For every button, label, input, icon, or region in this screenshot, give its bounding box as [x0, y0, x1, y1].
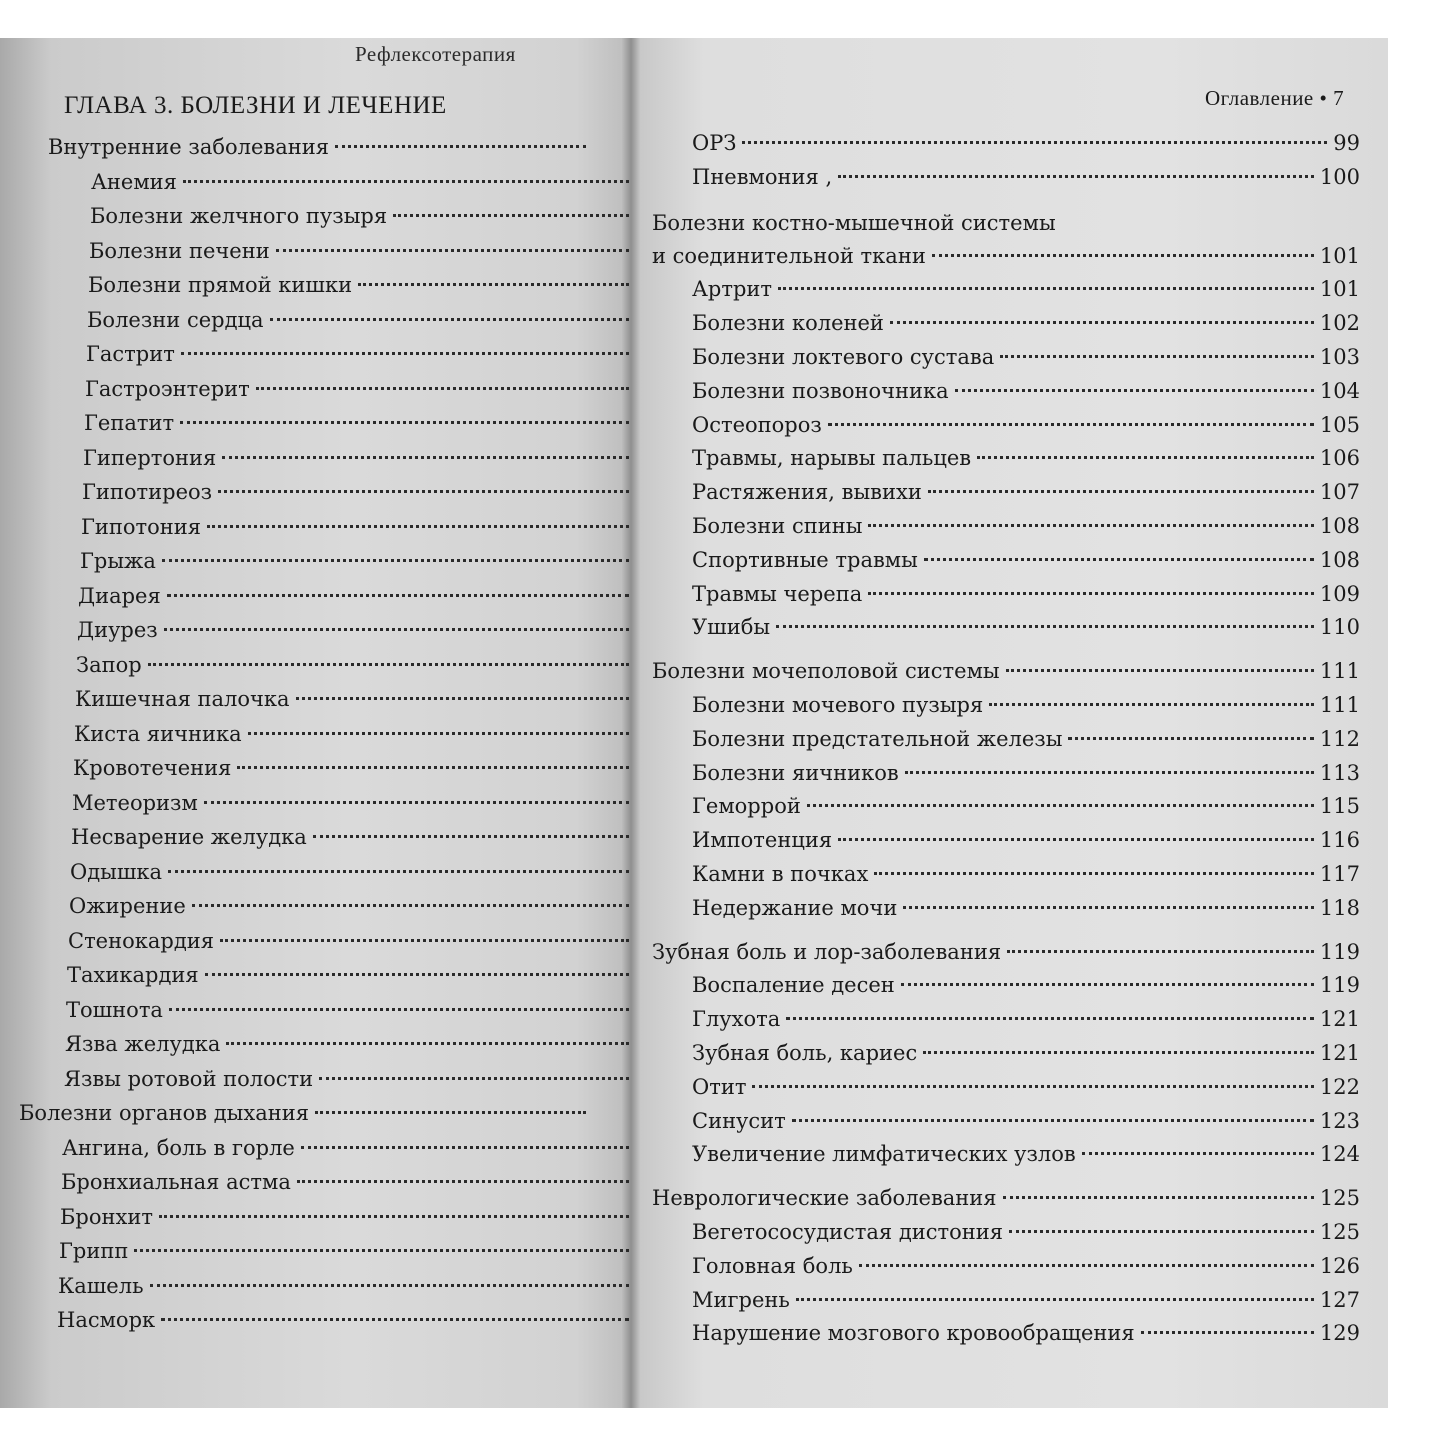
- toc-entry: [692, 579, 1360, 609]
- toc-entry: [88, 270, 635, 300]
- toc-entry-label: Гепатит: [84, 411, 175, 435]
- toc-entry-label: Киста яичника: [74, 721, 242, 746]
- toc-entry: [692, 1139, 1360, 1169]
- dot-leader: [335, 145, 586, 148]
- toc-page-number: 109: [1319, 581, 1360, 606]
- dot-leader: [248, 732, 629, 735]
- dot-leader: [296, 697, 629, 700]
- toc-entry-label: Грипп: [59, 1239, 129, 1263]
- toc-entry: [692, 1285, 1360, 1315]
- toc-entry: [87, 305, 635, 335]
- toc-entry-label: Тошнота: [66, 997, 163, 1022]
- toc-entry: [59, 1236, 635, 1266]
- toc-entry-label: Ангина, боль в горле: [62, 1135, 295, 1160]
- dot-leader: [1007, 950, 1314, 953]
- dot-leader: [977, 456, 1314, 459]
- toc-entry-label: Головная боль: [692, 1253, 853, 1278]
- dot-leader: [776, 625, 1314, 628]
- toc-entry: [75, 684, 635, 714]
- dot-leader: [859, 1264, 1314, 1267]
- dot-leader: [807, 804, 1314, 807]
- dot-leader: [358, 283, 629, 286]
- dot-leader: [301, 1146, 629, 1149]
- toc-entry: [692, 308, 1360, 338]
- toc-entry-label: Кашель: [58, 1273, 144, 1298]
- toc-entry: [78, 581, 635, 611]
- toc-entry-label: Увеличение лимфатических узлов: [692, 1142, 1076, 1167]
- toc-entry-label: Несварение желудка: [71, 825, 307, 849]
- toc-entry-label: Кровотечения: [73, 756, 232, 780]
- toc-section-heading: [19, 1098, 592, 1128]
- toc-entry-label: Внутренние заболевания: [48, 135, 329, 159]
- toc-page-number: 118: [1319, 895, 1360, 920]
- toc-entry: [76, 650, 635, 680]
- toc-page-number: 119: [1319, 973, 1360, 998]
- dot-leader: [183, 180, 629, 183]
- dot-leader: [297, 1180, 629, 1183]
- toc-entry: [65, 1029, 635, 1059]
- toc-entry-label: Неврологические заболевания: [652, 1186, 997, 1211]
- toc-entry-label: Болезни спины: [692, 514, 863, 538]
- toc-page-number: 117: [1319, 862, 1360, 886]
- dot-leader: [905, 771, 1314, 774]
- toc-entry: [692, 1004, 1360, 1034]
- dot-leader: [169, 1008, 629, 1011]
- toc-entry-label: Анемия: [91, 169, 177, 194]
- dot-leader: [1141, 1331, 1314, 1334]
- toc-entry: [692, 477, 1360, 507]
- toc-entry-label: Травмы, нарывы пальцев: [692, 446, 972, 471]
- toc-entry-label: Кишечная палочка: [75, 687, 290, 711]
- toc-entry: [71, 822, 635, 852]
- toc-entry: [692, 410, 1360, 440]
- toc-entry: [85, 374, 635, 404]
- toc-entry: [67, 960, 635, 990]
- dot-leader: [192, 904, 629, 907]
- toc-entry: [72, 788, 635, 818]
- toc-page-number: 111: [1319, 693, 1360, 717]
- toc-page-number: 116: [1319, 828, 1360, 853]
- toc-entry-label: Глухота: [692, 1007, 781, 1032]
- toc-entry-label: Болезни желчного пузыря: [90, 204, 388, 228]
- dot-leader: [868, 524, 1313, 527]
- toc-entry-label: Одышка: [70, 859, 163, 884]
- toc-section-heading: Болезни костно-мышечной системы: [652, 210, 1056, 235]
- dot-leader: [874, 872, 1314, 875]
- toc-page-number: 125: [1319, 1220, 1360, 1244]
- toc-entry-label: Болезни органов дыхания: [19, 1101, 309, 1125]
- dot-leader: [778, 287, 1314, 290]
- toc-section-heading: [48, 132, 592, 162]
- toc-page-number: 123: [1319, 1108, 1360, 1133]
- toc-page-number: 99: [1333, 131, 1360, 155]
- toc-page-number: 122: [1319, 1074, 1360, 1099]
- dot-leader: [164, 628, 629, 631]
- toc-entry-label: Болезни печени: [89, 238, 270, 263]
- toc-page-number: 107: [1319, 480, 1360, 505]
- toc-page-number: 101: [1319, 277, 1360, 302]
- toc-entry-label: Гипотиреоз: [82, 480, 213, 504]
- chapter-title: ГЛАВА 3. БОЛЕЗНИ И ЛЕЧЕНИЕ: [64, 92, 447, 119]
- dot-leader: [134, 1249, 629, 1252]
- toc-entry-label: Недержание мочи: [692, 895, 898, 920]
- dot-leader: [923, 1051, 1314, 1054]
- toc-entry-label: Болезни локтевого сустава: [692, 345, 995, 369]
- dot-leader: [868, 592, 1314, 595]
- toc-entry-label: Стенокардия: [68, 928, 215, 953]
- dot-leader: [796, 1298, 1314, 1301]
- toc-entry-label: Болезни коленей: [692, 311, 884, 336]
- dot-leader: [903, 906, 1314, 909]
- dot-leader: [168, 870, 629, 873]
- dot-leader: [222, 456, 629, 459]
- toc-entry-label: Болезни яичников: [692, 760, 899, 785]
- dot-leader: [256, 387, 629, 390]
- toc-page-number: 111: [1319, 659, 1360, 684]
- toc-entry-label: Гипотония: [81, 514, 202, 539]
- toc-entry-label: Нарушение мозгового кровообращения: [692, 1321, 1135, 1346]
- toc-entry: [692, 791, 1360, 821]
- toc-entry: [692, 690, 1360, 720]
- toc-entry: [692, 1072, 1360, 1102]
- toc-page-number: 119: [1319, 939, 1360, 964]
- toc-entry-label: Зубная боль, кариес: [692, 1041, 918, 1065]
- toc-entry: [692, 128, 1360, 158]
- toc-entry-label: Воспаление десен: [692, 973, 895, 998]
- toc-entry-label: Травмы черепа: [692, 581, 863, 606]
- dot-leader: [901, 983, 1314, 986]
- dot-leader: [393, 214, 629, 217]
- dot-leader: [319, 1077, 629, 1080]
- toc-entry-label: Гастроэнтерит: [85, 376, 250, 401]
- dot-leader: [928, 490, 1314, 493]
- toc-entry: [692, 443, 1360, 473]
- toc-entry-label: Грыжа: [80, 549, 156, 573]
- toc-entry: [66, 995, 635, 1025]
- toc-entry-label: Болезни позвоночника: [692, 378, 949, 403]
- toc-entry-label: Насморк: [57, 1308, 156, 1332]
- toc-section-heading: [652, 1183, 1360, 1213]
- dot-leader: [220, 939, 629, 942]
- dot-leader: [150, 1284, 630, 1287]
- dot-leader: [742, 141, 1327, 144]
- dot-leader: [226, 1042, 629, 1045]
- toc-entry: [692, 274, 1360, 304]
- toc-entry: [692, 1106, 1360, 1136]
- toc-entry: [60, 1202, 635, 1232]
- toc-entry-label: Метеоризм: [72, 790, 198, 815]
- toc-entry: [692, 376, 1360, 406]
- dot-leader: [167, 594, 629, 597]
- toc-entry-label: Ожирение: [69, 894, 186, 918]
- dot-leader: [1009, 1230, 1314, 1233]
- toc-page-number: 108: [1319, 547, 1360, 572]
- toc-page-number: 125: [1319, 1186, 1360, 1211]
- toc-page-number: 110: [1319, 615, 1360, 640]
- dot-leader: [161, 1318, 629, 1321]
- dot-leader: [924, 558, 1314, 561]
- toc-entry: [83, 443, 635, 473]
- dot-leader: [955, 389, 1314, 392]
- toc-entry-label: Болезни мочеполовой системы: [652, 659, 1000, 684]
- toc-page-number: 121: [1319, 1007, 1360, 1032]
- toc-entry-label: Синусит: [692, 1108, 786, 1133]
- toc-entry: [58, 1271, 635, 1301]
- toc-entry: [90, 201, 635, 231]
- dot-leader: [207, 525, 629, 528]
- toc-entry: [692, 162, 1360, 192]
- toc-entry: [70, 857, 635, 887]
- dot-leader: [205, 973, 629, 976]
- toc-entry: [80, 546, 635, 576]
- toc-entry: [692, 612, 1360, 642]
- dot-leader: [1003, 1196, 1314, 1199]
- toc-entry: [77, 615, 635, 645]
- toc-page-number: 127: [1319, 1287, 1360, 1312]
- toc-entry-label: Бронхиальная астма: [61, 1170, 291, 1194]
- toc-page-number: 103: [1319, 345, 1360, 369]
- toc-entry-label: Диарея: [78, 583, 161, 608]
- toc-entry-label: Ушибы: [692, 615, 771, 640]
- toc-page-number: 106: [1319, 446, 1360, 471]
- left-running-head: Рефлексотерапия: [355, 42, 516, 66]
- toc-entry-label: Болезни предстательной железы: [692, 726, 1063, 751]
- toc-entry-label: Запор: [76, 652, 142, 677]
- toc-section-heading: [652, 937, 1360, 967]
- toc-entry: [74, 719, 635, 749]
- toc-entry-label: Геморрой: [692, 794, 801, 819]
- toc-section-heading: [652, 656, 1360, 686]
- dot-leader: [828, 423, 1314, 426]
- toc-entry: [91, 167, 635, 197]
- toc-page-number: 129: [1319, 1321, 1360, 1346]
- dot-leader: [890, 321, 1314, 324]
- toc-page-number: 104: [1319, 378, 1360, 403]
- toc-entry-label: Пневмония ,: [692, 164, 833, 189]
- toc-entry-label: Вегетососудистая дистония: [692, 1220, 1004, 1244]
- dot-leader: [989, 703, 1314, 706]
- toc-section-heading: [652, 241, 1360, 271]
- dot-leader: [1082, 1152, 1314, 1155]
- dot-leader: [276, 249, 629, 252]
- toc-entry-label: Зубная боль и лор-заболевания: [652, 939, 1002, 964]
- dot-leader: [1000, 355, 1314, 358]
- toc-entry: [692, 1251, 1360, 1281]
- toc-entry-label: Камни в почках: [692, 862, 869, 886]
- toc-entry: [84, 408, 635, 438]
- toc-page-number: 100: [1319, 164, 1360, 189]
- toc-entry: [89, 236, 635, 266]
- dot-leader: [218, 490, 629, 493]
- toc-page-number: 121: [1319, 1041, 1360, 1065]
- toc-entry-label: Гипертония: [83, 445, 217, 470]
- toc-page-number: 115: [1319, 794, 1360, 819]
- toc-page-number: 112: [1319, 726, 1360, 751]
- toc-entry-label: Спортивные травмы: [692, 547, 918, 572]
- dot-leader: [162, 559, 629, 562]
- dot-leader: [752, 1085, 1313, 1088]
- dot-leader: [315, 1111, 586, 1114]
- dot-leader: [159, 1215, 629, 1218]
- dot-leader: [204, 801, 629, 804]
- toc-entry: [692, 825, 1360, 855]
- toc-entry-label: и соединительной ткани: [652, 243, 926, 268]
- toc-entry-label: Мигрень: [692, 1287, 790, 1312]
- toc-entry: [692, 859, 1360, 889]
- dot-leader: [181, 352, 629, 355]
- toc-entry: [692, 724, 1360, 754]
- toc-entry-label: Артрит: [692, 277, 773, 302]
- dot-leader: [313, 835, 629, 838]
- toc-entry: [692, 1038, 1360, 1068]
- toc-entry-label: Бронхит: [60, 1204, 153, 1229]
- toc-page-number: 108: [1319, 514, 1360, 538]
- dot-leader: [148, 663, 629, 666]
- toc-entry: [73, 753, 635, 783]
- toc-entry-label: Болезни сердца: [87, 307, 264, 332]
- dot-leader: [237, 766, 629, 769]
- toc-entry-label: Язвы ротовой полости: [64, 1066, 314, 1091]
- toc-entry: [81, 512, 635, 542]
- toc-page-number: 124: [1319, 1142, 1360, 1167]
- dot-leader: [932, 254, 1314, 257]
- toc-entry: [692, 758, 1360, 788]
- toc-entry-label: Импотенция: [692, 828, 833, 853]
- toc-entry-label: Болезни мочевого пузыря: [692, 693, 984, 717]
- toc-entry-label: Растяжения, вывихи: [692, 480, 922, 505]
- toc-entry: [692, 970, 1360, 1000]
- dot-leader: [270, 318, 629, 321]
- dot-leader: [180, 421, 629, 424]
- toc-entry: [692, 545, 1360, 575]
- toc-entry: [86, 339, 635, 369]
- dot-leader: [792, 1119, 1314, 1122]
- dot-leader: [838, 838, 1314, 841]
- toc-entry: [692, 1318, 1360, 1348]
- dot-leader: [838, 175, 1314, 178]
- toc-entry: [692, 342, 1360, 372]
- toc-entry: [82, 477, 635, 507]
- toc-entry: [68, 926, 635, 956]
- dot-leader: [786, 1017, 1314, 1020]
- toc-entry-label: Язва желудка: [65, 1032, 221, 1056]
- toc-entry-label: Диурез: [77, 618, 158, 642]
- toc-entry: [64, 1064, 635, 1094]
- toc-page-number: 113: [1319, 760, 1360, 785]
- dot-leader: [1068, 737, 1313, 740]
- toc-page-number: 126: [1319, 1253, 1360, 1278]
- toc-entry: [692, 893, 1360, 923]
- toc-entry-label: Тахикардия: [67, 963, 199, 987]
- right-running-head: Оглавление • 7: [1205, 86, 1345, 110]
- toc-page-number: 101: [1319, 243, 1360, 268]
- toc-entry: [62, 1133, 635, 1163]
- toc-entry: [692, 1217, 1360, 1247]
- toc-entry: [57, 1305, 635, 1335]
- toc-page-number: 102: [1319, 311, 1360, 336]
- toc-entry-label: Остеопороз: [692, 412, 822, 437]
- toc-page-number: 105: [1319, 412, 1360, 437]
- toc-entry-label: Болезни прямой кишки: [88, 273, 353, 297]
- toc-entry: [692, 511, 1360, 541]
- toc-entry-label: Отит: [692, 1074, 747, 1099]
- dot-leader: [1006, 669, 1314, 672]
- toc-entry-label: ОРЗ: [692, 131, 737, 155]
- toc-entry-label: Гастрит: [86, 342, 175, 366]
- toc-entry: [69, 891, 635, 921]
- toc-entry: [61, 1167, 635, 1197]
